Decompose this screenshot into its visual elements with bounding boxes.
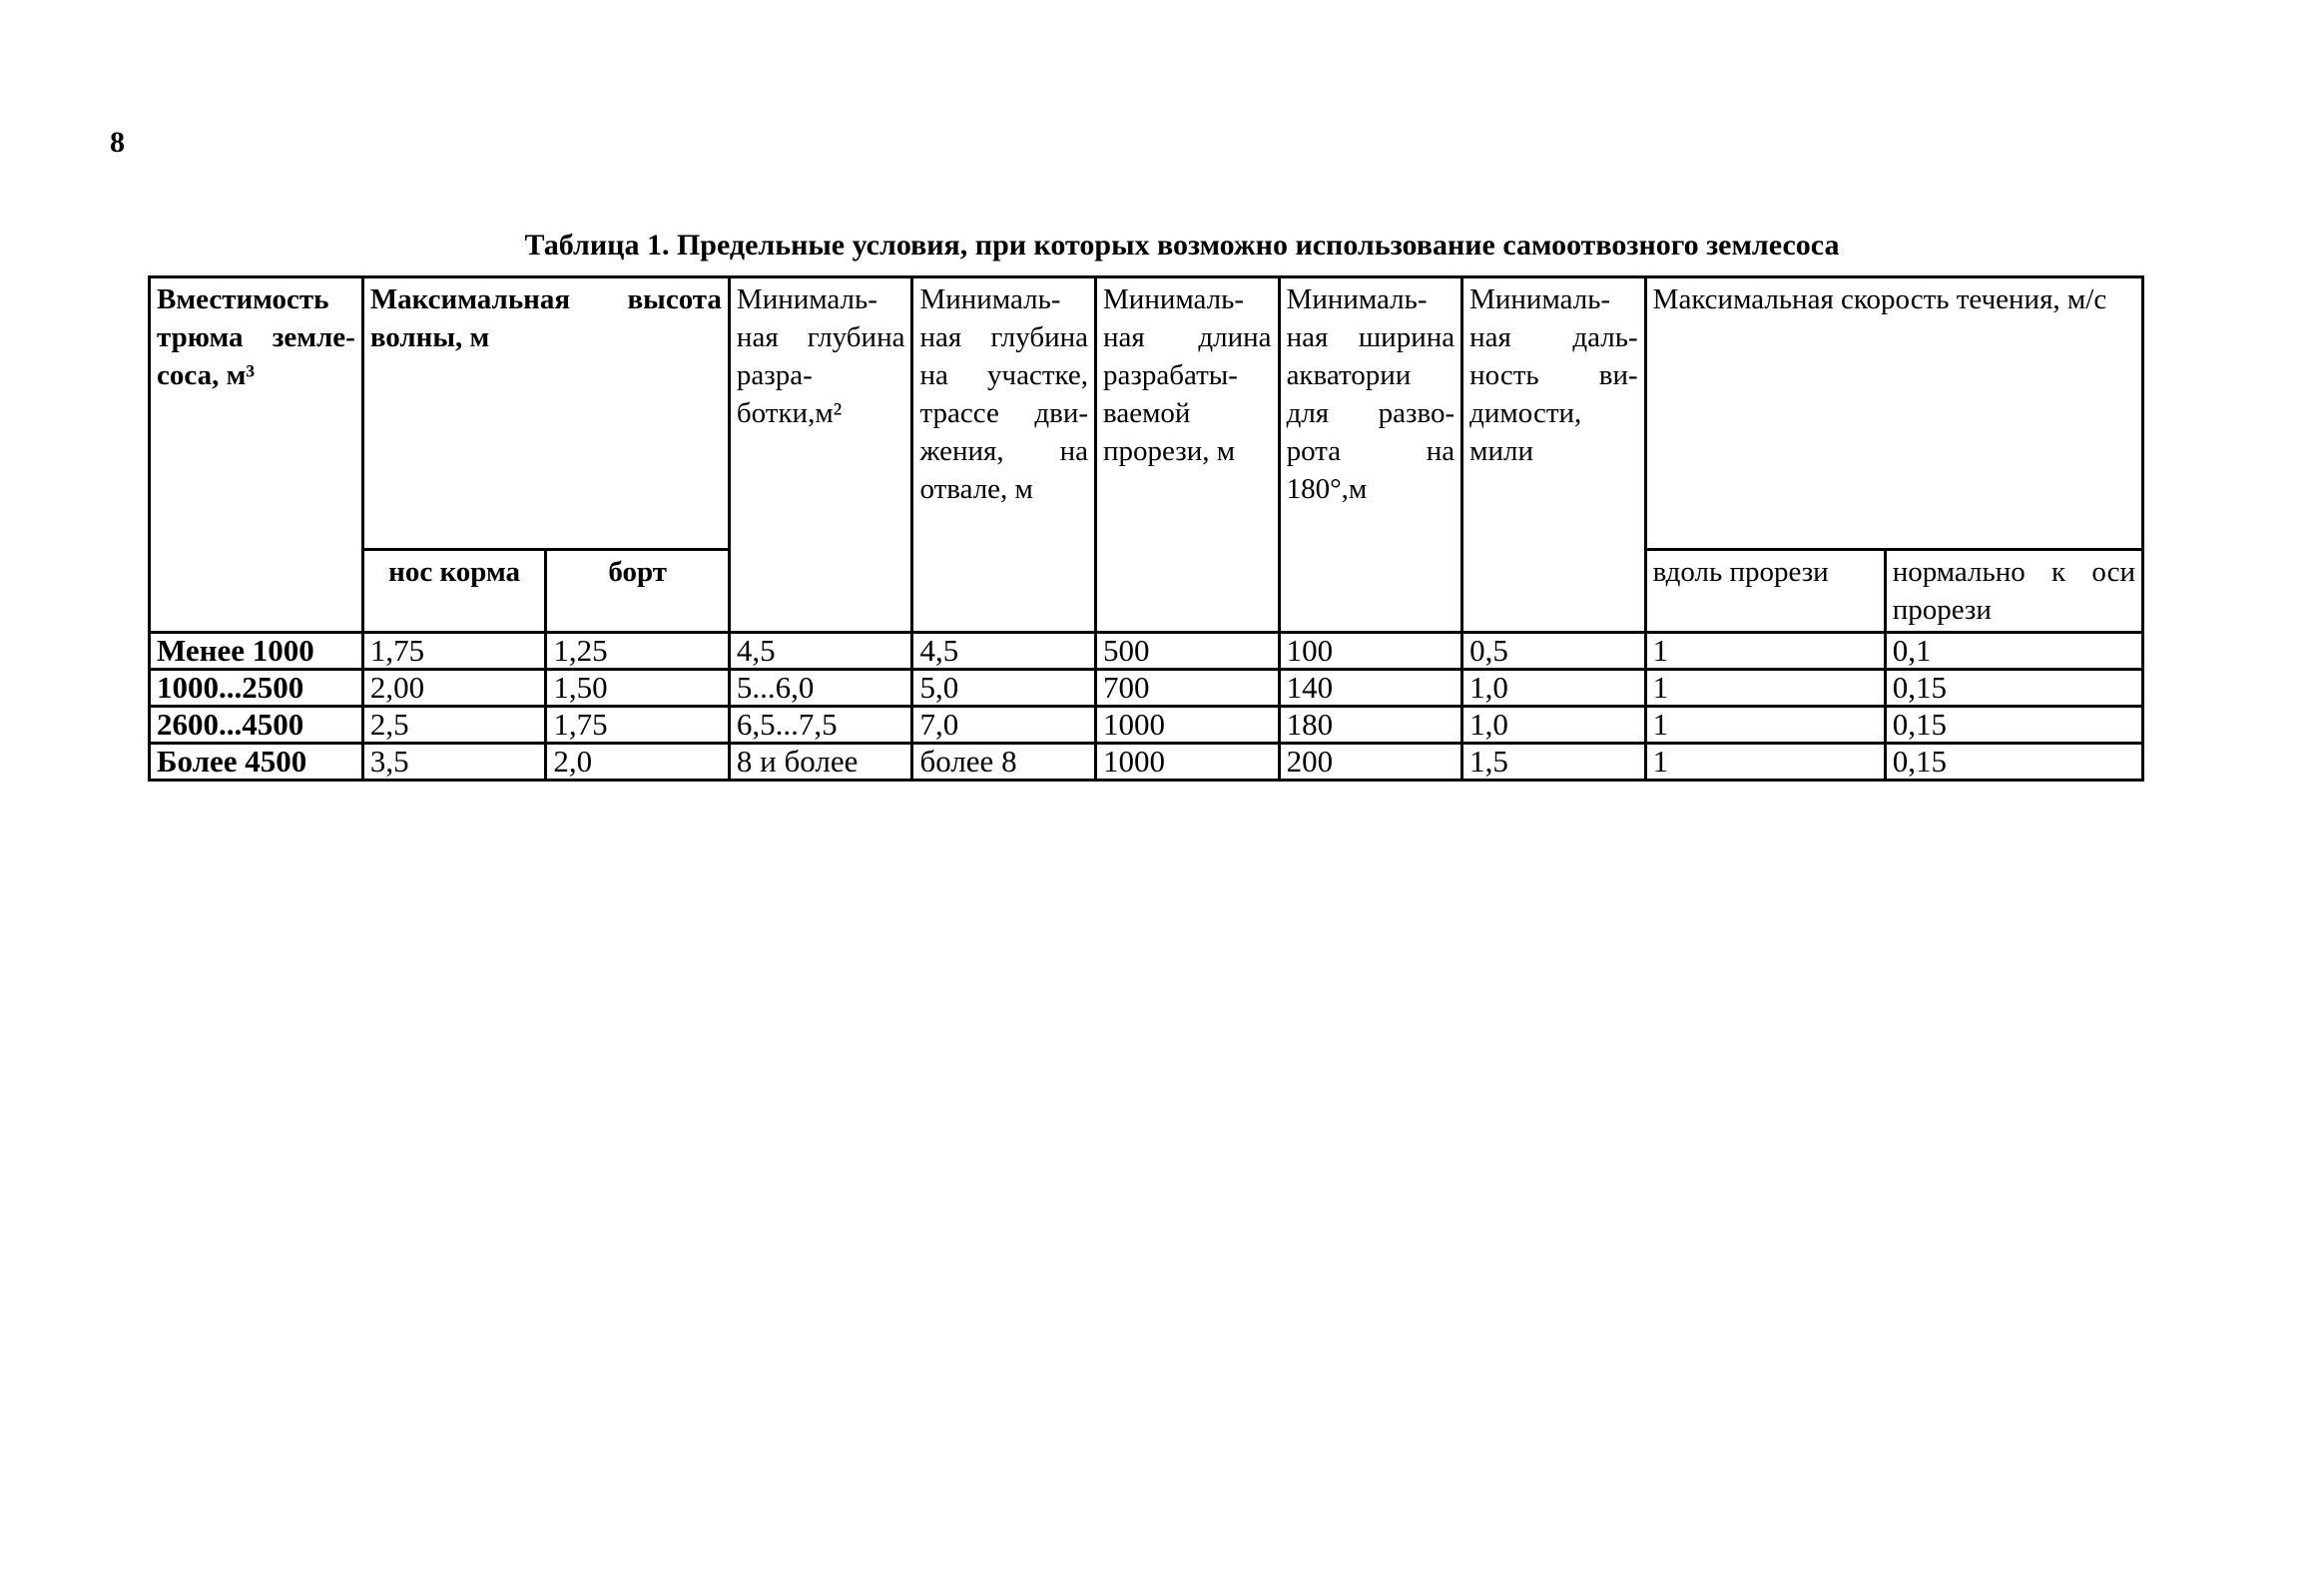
header-route-depth: Минималь-ная глубина на участке, трассе дви-жения, на отвале, м bbox=[912, 277, 1096, 633]
header-wave-side: борт bbox=[546, 550, 730, 633]
cell-turn-width: 200 bbox=[1279, 744, 1462, 781]
header-visibility: Минималь-ная даль-ность ви-димости, мили bbox=[1462, 277, 1646, 633]
header-cut-length: Минималь-ная длина разрабаты-ваемой прорези, м bbox=[1096, 277, 1280, 633]
cell-wave-bow-stern: 2,5 bbox=[362, 707, 546, 744]
cell-dredge-depth: 6,5...7,5 bbox=[729, 707, 912, 744]
cell-along-cut: 1 bbox=[1645, 707, 1885, 744]
cell-cut-length: 1000 bbox=[1096, 707, 1280, 744]
header-turn-width: Минималь-ная ширина акватории для разво-рота на 180°,м bbox=[1279, 277, 1462, 633]
cell-along-cut: 1 bbox=[1645, 670, 1885, 707]
cell-visibility: 1,5 bbox=[1462, 744, 1646, 781]
cell-wave-bow-stern: 3,5 bbox=[362, 744, 546, 781]
cell-capacity: Менее 1000 bbox=[150, 633, 363, 670]
cell-route-depth: 7,0 bbox=[912, 707, 1096, 744]
header-wave-height: Максимальная высота волны, м bbox=[362, 277, 729, 550]
cell-visibility: 1,0 bbox=[1462, 670, 1646, 707]
cell-normal-cut: 0,15 bbox=[1885, 744, 2142, 781]
cell-normal-cut: 0,1 bbox=[1885, 633, 2142, 670]
limits-table bbox=[148, 275, 2144, 782]
cell-wave-side: 2,0 bbox=[546, 744, 730, 781]
cell-wave-side: 1,75 bbox=[546, 707, 730, 744]
cell-wave-bow-stern: 2,00 bbox=[362, 670, 546, 707]
cell-cut-length: 500 bbox=[1096, 633, 1280, 670]
table-row bbox=[150, 744, 2143, 781]
cell-cut-length: 700 bbox=[1096, 670, 1280, 707]
header-capacity: Вместимость трюма земле-соса, м³ bbox=[150, 277, 363, 633]
cell-wave-side: 1,50 bbox=[546, 670, 730, 707]
table-row bbox=[150, 707, 2143, 744]
cell-capacity: 1000...2500 bbox=[150, 670, 363, 707]
cell-dredge-depth: 4,5 bbox=[729, 633, 912, 670]
table-caption: Таблица 1. Предельные условия, при которых возможно использование самоотвозного землесоса bbox=[524, 229, 1840, 262]
cell-capacity: Более 4500 bbox=[150, 744, 363, 781]
header-row bbox=[150, 277, 2143, 550]
cell-visibility: 0,5 bbox=[1462, 633, 1646, 670]
cell-cut-length: 1000 bbox=[1096, 744, 1280, 781]
table-row bbox=[150, 633, 2143, 670]
cell-normal-cut: 0,15 bbox=[1885, 707, 2142, 744]
cell-dredge-depth: 8 и более bbox=[729, 744, 912, 781]
cell-wave-bow-stern: 1,75 bbox=[362, 633, 546, 670]
cell-normal-cut: 0,15 bbox=[1885, 670, 2142, 707]
cell-wave-side: 1,25 bbox=[546, 633, 730, 670]
table-row bbox=[150, 670, 2143, 707]
cell-route-depth: 4,5 bbox=[912, 633, 1096, 670]
cell-route-depth: более 8 bbox=[912, 744, 1096, 781]
cell-capacity: 2600...4500 bbox=[150, 707, 363, 744]
header-dredge-depth: Минималь-ная глубина разра-ботки,м² bbox=[729, 277, 912, 633]
header-normal-cut: нормально к оси прорези bbox=[1885, 550, 2142, 633]
cell-dredge-depth: 5...6,0 bbox=[729, 670, 912, 707]
cell-turn-width: 180 bbox=[1279, 707, 1462, 744]
cell-turn-width: 140 bbox=[1279, 670, 1462, 707]
header-current-speed: Максимальная скорость течения, м/с bbox=[1645, 277, 2142, 550]
cell-visibility: 1,0 bbox=[1462, 707, 1646, 744]
header-wave-bow-stern: нос корма bbox=[362, 550, 546, 633]
cell-route-depth: 5,0 bbox=[912, 670, 1096, 707]
cell-along-cut: 1 bbox=[1645, 633, 1885, 670]
page-number: 8 bbox=[110, 126, 125, 159]
header-along-cut: вдоль прорези bbox=[1645, 550, 1885, 633]
cell-turn-width: 100 bbox=[1279, 633, 1462, 670]
cell-along-cut: 1 bbox=[1645, 744, 1885, 781]
